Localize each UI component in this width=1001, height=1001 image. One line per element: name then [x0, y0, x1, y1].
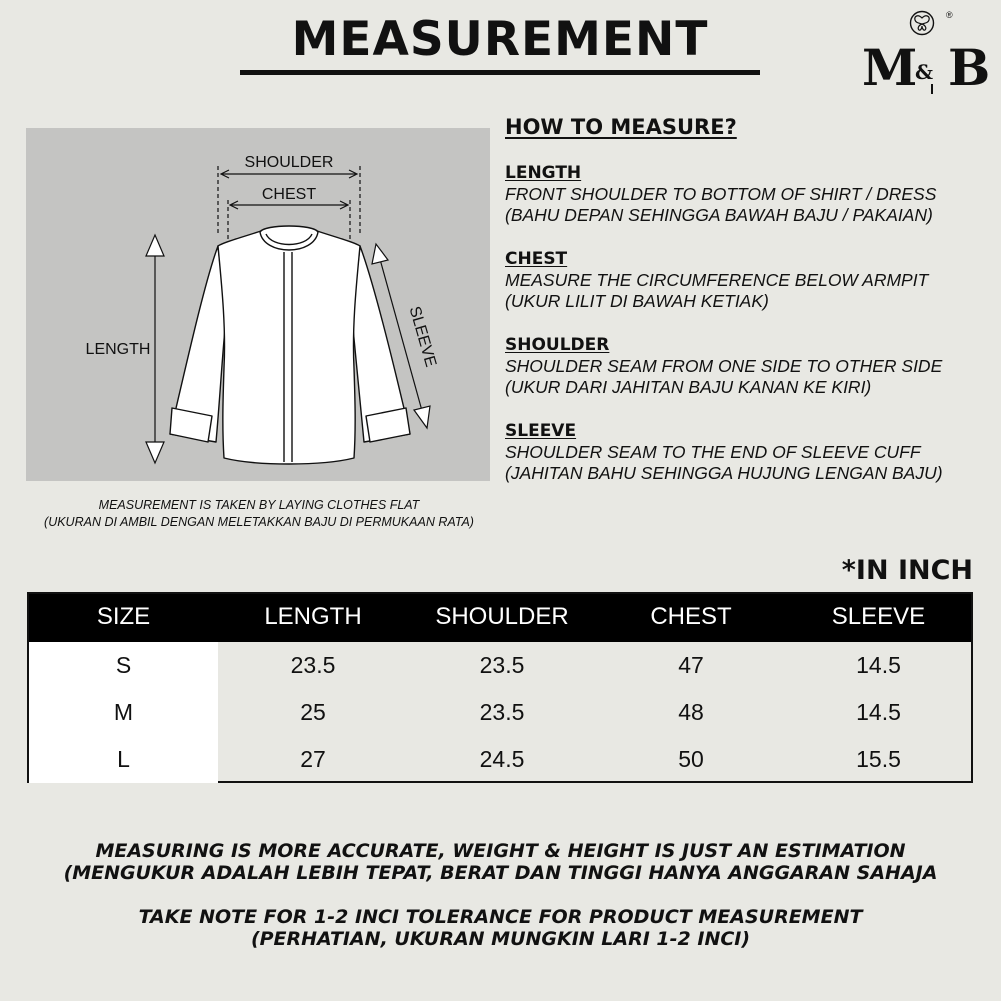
cell-chest: 47 — [678, 652, 704, 678]
term-desc-en: SHOULDER SEAM FROM ONE SIDE TO OTHER SIDE — [505, 356, 943, 376]
cell-size: L — [29, 736, 218, 783]
cell-size: M — [29, 689, 218, 736]
term-desc-ms: (BAHU DEPAN SEHINGGA BAWAH BAJU / PAKAIAN) — [505, 205, 933, 225]
table-row — [29, 642, 971, 689]
cell-sleeve: 14.5 — [856, 699, 901, 725]
footer-notes — [0, 840, 1001, 972]
table-row — [29, 736, 971, 783]
term-name: SHOULDER — [505, 335, 610, 355]
cell-chest: 50 — [678, 746, 704, 772]
term-desc-en: MEASURE THE CIRCUMFERENCE BELOW ARMPIT — [505, 270, 929, 290]
logo-divider — [931, 84, 933, 94]
term-name: LENGTH — [505, 163, 582, 183]
term-shoulder — [505, 334, 995, 398]
table-row — [29, 689, 971, 736]
tolerance-note — [0, 906, 1001, 950]
logo-letter-m: M — [862, 38, 918, 97]
cell-shoulder: 24.5 — [479, 746, 525, 772]
butterfly-emblem-icon — [909, 10, 935, 36]
logo-letter-b: B — [948, 38, 991, 97]
cell-length: 23.5 — [290, 652, 336, 678]
term-desc-ms: (JAHITAN BAHU SEHINGGA HUJUNG LENGAN BAJU) — [505, 463, 943, 483]
sleeve-arrowhead-bottom — [414, 406, 430, 428]
shoulder-label: SHOULDER — [244, 154, 334, 171]
header-chest: CHEST — [650, 603, 732, 630]
term-length — [505, 162, 995, 226]
brand-logo — [860, 10, 990, 98]
title-underline — [240, 70, 760, 75]
registered-mark: ® — [946, 10, 953, 20]
cell-size: S — [29, 642, 218, 689]
length-label: LENGTH — [85, 341, 151, 358]
sleeve-arrowhead-top — [372, 244, 388, 264]
term-sleeve — [505, 420, 995, 484]
measurement-note — [0, 497, 518, 531]
logo-ampersand: & — [914, 60, 934, 84]
header-sleeve: SLEEVE — [831, 603, 926, 630]
tolerance-note-ms: (PERHATIAN, UKURAN MUNGKIN LARI 1-2 INCI) — [250, 928, 751, 950]
header-shoulder: SHOULDER — [435, 603, 569, 630]
table-header-row — [29, 594, 971, 642]
how-to-measure-section — [505, 112, 995, 484]
measurement-note-en: MEASUREMENT IS TAKEN BY LAYING CLOTHES FLAT — [98, 498, 420, 512]
size-chart-table — [27, 592, 973, 783]
cell-shoulder: 23.5 — [479, 652, 525, 678]
measurement-note-ms: (UKURAN DI AMBIL DENGAN MELETAKKAN BAJU DI PERMUKAAN RATA) — [44, 515, 474, 529]
term-name: CHEST — [505, 249, 568, 269]
header-size: SIZE — [96, 603, 151, 630]
shirt-diagram — [26, 128, 490, 481]
accuracy-note-en: MEASURING IS MORE ACCURATE, WEIGHT & HEIGHT IS JUST AN ESTIMATION — [95, 840, 906, 862]
accuracy-note — [0, 840, 1001, 884]
cell-length: 25 — [300, 699, 326, 725]
sleeve-label: SLEEVE — [405, 304, 440, 370]
cell-shoulder: 23.5 — [479, 699, 525, 725]
tolerance-note-en: TAKE NOTE FOR 1-2 INCI TOLERANCE FOR PRODUCT MEASUREMENT — [138, 906, 863, 928]
how-to-measure-title: HOW TO MEASURE? — [505, 115, 737, 139]
shirt-diagram-panel — [26, 128, 490, 481]
term-desc-ms: (UKUR DARI JAHITAN BAJU KANAN KE KIRI) — [505, 377, 872, 397]
length-arrowhead-bottom — [146, 442, 164, 463]
term-name: SLEEVE — [505, 421, 577, 441]
length-arrowhead-top — [146, 235, 164, 256]
term-desc-en: SHOULDER SEAM TO THE END OF SLEEVE CUFF — [505, 442, 921, 462]
page-title: MEASUREMENT — [291, 12, 709, 67]
term-desc-ms: (UKUR LILIT DI BAWAH KETIAK) — [505, 291, 769, 311]
accuracy-note-ms: (MENGUKUR ADALAH LEBIH TEPAT, BERAT DAN TINGGI HANYA ANGGARAN SAHAJA — [63, 862, 938, 884]
cell-length: 27 — [300, 746, 326, 772]
term-desc-en: FRONT SHOULDER TO BOTTOM OF SHIRT / DRESS — [505, 184, 937, 204]
term-chest — [505, 248, 995, 312]
header-length: LENGTH — [264, 603, 362, 630]
unit-note: *IN INCH — [841, 555, 973, 586]
cell-sleeve: 15.5 — [856, 746, 901, 772]
cell-chest: 48 — [678, 699, 704, 725]
chest-label: CHEST — [261, 186, 317, 203]
cell-sleeve: 14.5 — [856, 652, 901, 678]
